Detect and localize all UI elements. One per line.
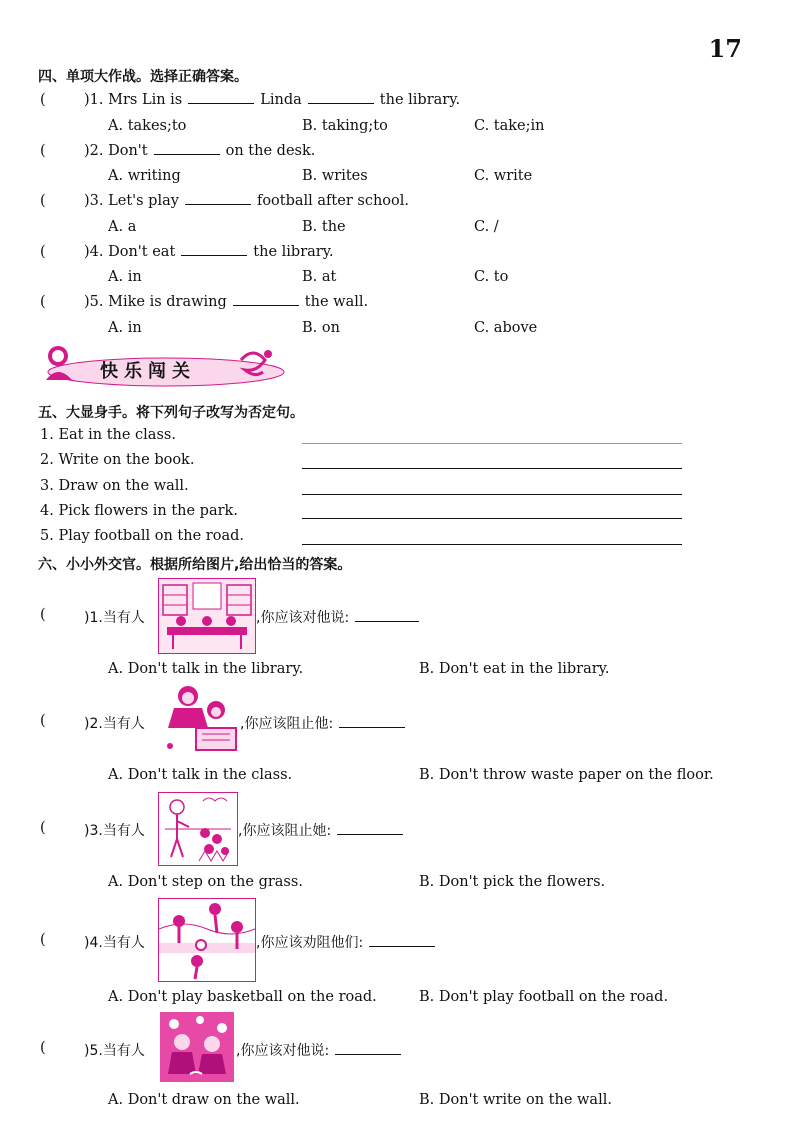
question-suffix bbox=[240, 713, 411, 733]
stem-text: the library. bbox=[379, 92, 461, 108]
question-stem bbox=[84, 143, 315, 159]
prefix-text: 当有人 bbox=[102, 823, 145, 839]
stem-text: on the desk. bbox=[225, 143, 316, 159]
rewrite-item-3: 3. Draw on the wall. bbox=[40, 478, 189, 494]
answer-paren[interactable]: ( bbox=[40, 143, 46, 159]
question-number: )4. bbox=[84, 935, 103, 951]
option-a[interactable]: A. Don't step on the grass. bbox=[108, 874, 303, 890]
question-number: )3. bbox=[84, 823, 103, 839]
answer-paren[interactable]: ( bbox=[40, 92, 46, 108]
suffix-text: ,你应该对他说: bbox=[256, 610, 350, 626]
question-suffix bbox=[256, 607, 425, 627]
answer-paren[interactable]: ( bbox=[40, 713, 46, 729]
wall-drawing-scene-icon bbox=[160, 1012, 234, 1082]
option-a[interactable]: A. Don't talk in the class. bbox=[108, 767, 293, 783]
answer-paren[interactable]: ( bbox=[40, 244, 46, 260]
flowers-picture bbox=[158, 792, 238, 866]
option-a[interactable]: A. a bbox=[108, 219, 137, 235]
option-b[interactable]: B. taking;to bbox=[302, 118, 388, 134]
question-number: )5. bbox=[84, 294, 104, 310]
option-c[interactable]: C. to bbox=[474, 269, 509, 285]
suffix-text: ,你应该阻止她: bbox=[238, 823, 332, 839]
option-b[interactable]: B. Don't write on the wall. bbox=[419, 1092, 612, 1108]
question-number: )5. bbox=[84, 1043, 103, 1059]
library-scene-icon bbox=[159, 579, 255, 653]
question-number: )1. bbox=[84, 610, 103, 626]
question-prefix bbox=[84, 713, 145, 733]
fill-blank[interactable] bbox=[308, 102, 374, 104]
fill-blank[interactable] bbox=[335, 1053, 401, 1055]
option-c[interactable]: C. / bbox=[474, 219, 499, 235]
answer-line-5[interactable] bbox=[302, 544, 682, 545]
prefix-text: 当有人 bbox=[102, 610, 145, 626]
answer-line-4[interactable] bbox=[302, 518, 682, 519]
fill-blank[interactable] bbox=[355, 620, 419, 622]
stem-text: Don't eat bbox=[108, 244, 176, 260]
question-suffix bbox=[236, 1040, 407, 1060]
waste-paper-picture bbox=[160, 684, 238, 756]
question-number: )4. bbox=[84, 244, 104, 260]
stem-text: Mike is drawing bbox=[108, 294, 227, 310]
question-suffix bbox=[238, 820, 409, 840]
rewrite-item-5: 5. Play football on the road. bbox=[40, 528, 244, 544]
road-football-picture bbox=[158, 898, 256, 982]
option-b[interactable]: B. Don't eat in the library. bbox=[419, 661, 610, 677]
fill-blank[interactable] bbox=[337, 833, 403, 835]
fill-blank[interactable] bbox=[181, 254, 247, 256]
option-c[interactable]: C. above bbox=[474, 320, 538, 336]
stem-text: football after school. bbox=[256, 193, 409, 209]
wall-drawing-picture bbox=[160, 1012, 234, 1082]
answer-paren[interactable]: ( bbox=[40, 1040, 46, 1056]
question-number: )3. bbox=[84, 193, 104, 209]
suffix-text: ,你应该对他说: bbox=[236, 1043, 330, 1059]
answer-paren[interactable]: ( bbox=[40, 294, 46, 310]
rewrite-item-4: 4. Pick flowers in the park. bbox=[40, 503, 238, 519]
flowers-scene-icon bbox=[159, 793, 237, 865]
question-number: )2. bbox=[84, 143, 104, 159]
suffix-text: ,你应该劝阻他们: bbox=[256, 935, 364, 951]
waste-paper-scene-icon bbox=[160, 684, 238, 756]
option-a[interactable]: A. Don't play basketball on the road. bbox=[108, 989, 377, 1005]
option-b[interactable]: B. Don't pick the flowers. bbox=[419, 874, 606, 890]
answer-line-3[interactable] bbox=[302, 494, 682, 495]
stem-text: Let's play bbox=[108, 193, 179, 209]
stem-text: Linda bbox=[260, 92, 302, 108]
option-b[interactable]: B. Don't play football on the road. bbox=[419, 989, 669, 1005]
fill-blank[interactable] bbox=[369, 945, 435, 947]
prefix-text: 当有人 bbox=[102, 1043, 145, 1059]
fill-blank[interactable] bbox=[233, 304, 299, 306]
prefix-text: 当有人 bbox=[102, 716, 145, 732]
fill-blank[interactable] bbox=[185, 203, 251, 205]
question-number: )2. bbox=[84, 716, 103, 732]
suffix-text: ,你应该阻止他: bbox=[240, 716, 334, 732]
section5-heading: 五、大显身手。将下列句子改写为否定句。 bbox=[38, 405, 304, 421]
answer-line-2[interactable] bbox=[302, 468, 682, 469]
section4-heading: 四、单项大作战。选择正确答案。 bbox=[38, 69, 248, 85]
option-b[interactable]: B. on bbox=[302, 320, 340, 336]
question-prefix bbox=[84, 932, 145, 952]
question-suffix bbox=[256, 932, 441, 952]
rewrite-item-1: 1. Eat in the class. bbox=[40, 427, 176, 443]
banner-title: 快乐闯关 bbox=[100, 361, 196, 382]
answer-paren[interactable]: ( bbox=[40, 193, 46, 209]
option-c[interactable]: C. write bbox=[474, 168, 533, 184]
stem-text: Mrs Lin is bbox=[108, 92, 183, 108]
option-a[interactable]: A. takes;to bbox=[108, 118, 187, 134]
option-c[interactable]: C. take;in bbox=[474, 118, 545, 134]
option-a[interactable]: A. writing bbox=[108, 168, 181, 184]
option-a[interactable]: A. in bbox=[108, 269, 142, 285]
question-stem bbox=[84, 294, 368, 310]
question-prefix bbox=[84, 1040, 145, 1060]
question-prefix bbox=[84, 820, 145, 840]
answer-line-1[interactable] bbox=[302, 443, 682, 444]
prefix-text: 当有人 bbox=[102, 935, 145, 951]
section6-heading: 六、小小外交官。根据所给图片,给出恰当的答案。 bbox=[38, 557, 352, 573]
question-stem bbox=[84, 92, 460, 108]
question-prefix bbox=[84, 607, 145, 627]
option-b[interactable]: B. Don't throw waste paper on the floor. bbox=[419, 767, 714, 783]
stem-text: Don't bbox=[108, 143, 148, 159]
fill-blank[interactable] bbox=[339, 726, 405, 728]
library-picture bbox=[158, 578, 256, 654]
question-number: )1. bbox=[84, 92, 104, 108]
option-a[interactable]: A. in bbox=[108, 320, 142, 336]
stem-text: the library. bbox=[253, 244, 334, 260]
option-a[interactable]: A. Don't talk in the library. bbox=[108, 661, 304, 677]
option-b[interactable]: B. at bbox=[302, 269, 337, 285]
fill-blank[interactable] bbox=[188, 102, 254, 104]
rewrite-item-2: 2. Write on the book. bbox=[40, 452, 195, 468]
fill-blank[interactable] bbox=[154, 153, 220, 155]
question-stem bbox=[84, 193, 409, 209]
answer-paren[interactable]: ( bbox=[40, 932, 46, 948]
stem-text: the wall. bbox=[304, 294, 369, 310]
question-stem bbox=[84, 244, 334, 260]
answer-paren[interactable]: ( bbox=[40, 820, 46, 836]
page-number: 17 bbox=[708, 34, 742, 63]
option-a[interactable]: A. Don't draw on the wall. bbox=[108, 1092, 300, 1108]
answer-paren[interactable]: ( bbox=[40, 607, 46, 623]
road-football-scene-icon bbox=[159, 899, 255, 981]
option-b[interactable]: B. the bbox=[302, 219, 346, 235]
option-b[interactable]: B. writes bbox=[302, 168, 368, 184]
